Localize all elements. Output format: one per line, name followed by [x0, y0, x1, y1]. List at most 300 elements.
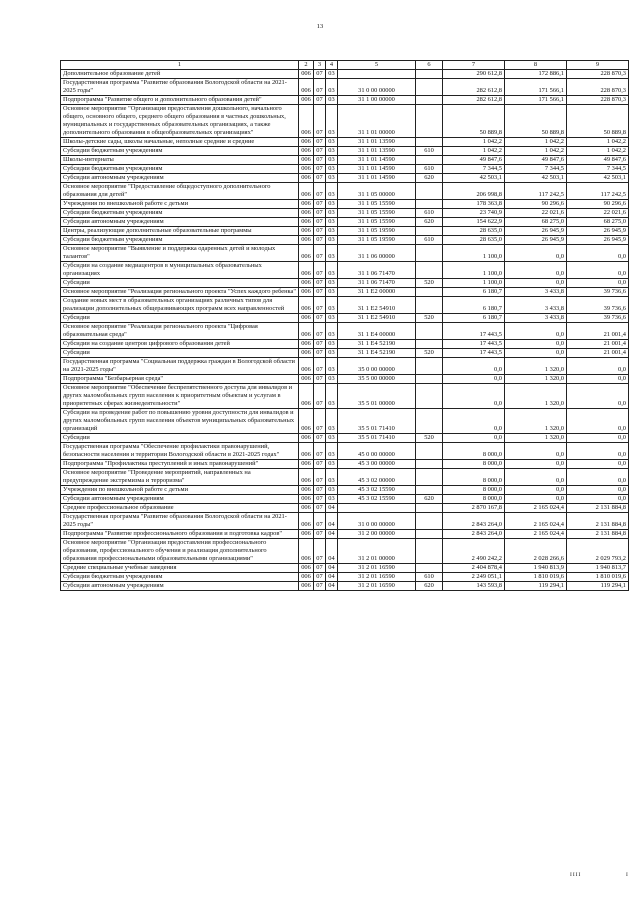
- row-cell-c2: 006: [299, 349, 314, 358]
- row-cell-c3: 07: [314, 236, 326, 245]
- row-cell-v7: 28 635,0: [443, 236, 505, 245]
- row-cell-c3: 07: [314, 297, 326, 314]
- row-cell-c2: 006: [299, 96, 314, 105]
- row-name-cell: Субсидии бюджетным учреждениям: [61, 573, 299, 582]
- row-cell-v7: 2 843 264,0: [443, 530, 505, 539]
- row-cell-v7: 2 870 167,8: [443, 504, 505, 513]
- row-cell-v8: 7 344,5: [505, 165, 567, 174]
- row-name-cell: Основное мероприятие "Организация предоставления профессионального образования, профессионального обучения и реализация дополнительного образования профессиональными образовательными организациями": [61, 539, 299, 564]
- row-cell-c2: 006: [299, 262, 314, 279]
- row-cell-c2: 006: [299, 288, 314, 297]
- header-cell: 5: [338, 61, 416, 70]
- row-cell-c3: 07: [314, 573, 326, 582]
- header-cell: 8: [505, 61, 567, 70]
- row-name-cell: Субсидии на проведение работ по повышению уровня доступности для инвалидов и других маломобильных групп населения объектов муниципальных образовательных организаций: [61, 409, 299, 434]
- row-cell-v7: 17 443,5: [443, 323, 505, 340]
- row-name-cell: Учреждения по внешкольной работе с детьми: [61, 486, 299, 495]
- row-cell-v8: 2 165 024,4: [505, 504, 567, 513]
- row-cell-c2: 006: [299, 70, 314, 79]
- header-cell: 3: [314, 61, 326, 70]
- row-cell-v9: 228 870,3: [567, 96, 629, 105]
- row-cell-v8: 42 503,1: [505, 174, 567, 183]
- row-cell-c4: 04: [326, 530, 338, 539]
- row-cell-c5: 31 1 05 00000: [338, 183, 416, 200]
- table-row: [61, 469, 629, 486]
- row-cell-c6: [416, 530, 443, 539]
- row-cell-c3: 07: [314, 409, 326, 434]
- row-cell-c3: 07: [314, 79, 326, 96]
- row-cell-c2: 006: [299, 539, 314, 564]
- table-row: [61, 486, 629, 495]
- row-cell-c2: 006: [299, 79, 314, 96]
- row-cell-v7: 17 443,5: [443, 340, 505, 349]
- row-cell-v8: 1 320,0: [505, 409, 567, 434]
- row-cell-v8: 1 320,0: [505, 358, 567, 375]
- header-cell: 9: [567, 61, 629, 70]
- row-cell-c3: 07: [314, 218, 326, 227]
- row-name-cell: Основное мероприятие "Проведение мероприятий, направленных на предупреждение экстремизма и терроризма": [61, 469, 299, 486]
- row-cell-v9: 26 945,9: [567, 236, 629, 245]
- row-cell-v8: 0,0: [505, 460, 567, 469]
- row-cell-c5: 35 0 00 00000: [338, 358, 416, 375]
- row-cell-c4: 04: [326, 582, 338, 591]
- row-name-cell: Средние специальные учебные заведения: [61, 564, 299, 573]
- row-cell-v9: 21 001,4: [567, 340, 629, 349]
- row-cell-c6: 610: [416, 147, 443, 156]
- row-cell-c6: [416, 409, 443, 434]
- row-cell-v9: 1 042,2: [567, 138, 629, 147]
- row-cell-c2: 006: [299, 358, 314, 375]
- row-cell-c2: 006: [299, 279, 314, 288]
- row-cell-c5: 31 1 05 15590: [338, 209, 416, 218]
- row-cell-c6: 520: [416, 279, 443, 288]
- row-cell-v9: 1 940 813,7: [567, 564, 629, 573]
- row-cell-c4: 03: [326, 495, 338, 504]
- row-cell-c2: 006: [299, 530, 314, 539]
- row-cell-c5: 31 1 06 00000: [338, 245, 416, 262]
- row-name-cell: Субсидии: [61, 349, 299, 358]
- row-cell-v9: 49 847,6: [567, 156, 629, 165]
- row-cell-c2: 006: [299, 340, 314, 349]
- row-cell-c2: 006: [299, 105, 314, 138]
- row-cell-v9: 2 131 884,8: [567, 504, 629, 513]
- row-cell-c3: 07: [314, 209, 326, 218]
- row-cell-c2: 006: [299, 209, 314, 218]
- row-cell-c5: 31 1 00 00000: [338, 96, 416, 105]
- budget-table: [60, 60, 629, 591]
- row-cell-v8: 1 940 813,9: [505, 564, 567, 573]
- row-cell-v7: 8 000,0: [443, 486, 505, 495]
- table-row: [61, 314, 629, 323]
- row-name-cell: Основное мероприятие "Организация предоставления дошкольного, начального общего, основного общего, среднего общего образования в частных дошкольных, муниципальных и государственных образовательных организациях, а также дополнительного образования в общеобразовательных организациях": [61, 105, 299, 138]
- row-cell-c2: 006: [299, 409, 314, 434]
- row-name-cell: Подпрограмма "Профилактика преступлений и иных правонарушений": [61, 460, 299, 469]
- row-cell-v9: 2 029 793,2: [567, 539, 629, 564]
- row-cell-v9: 7 344,5: [567, 165, 629, 174]
- row-name-cell: Субсидии автономным учреждениям: [61, 174, 299, 183]
- row-name-cell: Школы-интернаты: [61, 156, 299, 165]
- row-cell-c3: 07: [314, 564, 326, 573]
- row-cell-c5: 31 2 01 16590: [338, 582, 416, 591]
- row-cell-v7: 206 998,8: [443, 183, 505, 200]
- row-name-cell: Субсидии бюджетным учреждениям: [61, 209, 299, 218]
- row-cell-c4: 04: [326, 564, 338, 573]
- row-cell-c2: 006: [299, 323, 314, 340]
- table-row: [61, 384, 629, 409]
- row-cell-v9: 0,0: [567, 443, 629, 460]
- row-cell-c6: [416, 486, 443, 495]
- row-cell-v9: 119 294,1: [567, 582, 629, 591]
- row-cell-v8: 1 320,0: [505, 375, 567, 384]
- row-cell-c5: 31 1 01 13590: [338, 138, 416, 147]
- row-cell-c2: 006: [299, 486, 314, 495]
- row-cell-c4: 03: [326, 460, 338, 469]
- table-row: [61, 279, 629, 288]
- row-name-cell: Учреждения по внешкольной работе с детьми: [61, 200, 299, 209]
- row-cell-c3: 07: [314, 200, 326, 209]
- row-cell-c2: 006: [299, 200, 314, 209]
- row-name-cell: Центры, реализующие дополнительные образовательные программы: [61, 227, 299, 236]
- row-cell-c3: 07: [314, 504, 326, 513]
- row-name-cell: Государственная программа "Обеспечение профилактики правонарушений, безопасности населения и территории Вологодской области в 2021-2025 годах": [61, 443, 299, 460]
- row-cell-c4: 04: [326, 513, 338, 530]
- row-name-cell: Создание новых мест в образовательных организациях различных типов для реализации дополнительных общеразвивающих программ всех направленностей: [61, 297, 299, 314]
- row-cell-c2: 006: [299, 460, 314, 469]
- row-cell-v7: 8 000,0: [443, 443, 505, 460]
- row-cell-v8: 1 042,2: [505, 138, 567, 147]
- row-name-cell: Субсидии автономным учреждениям: [61, 495, 299, 504]
- row-cell-c3: 07: [314, 138, 326, 147]
- row-cell-c3: 07: [314, 105, 326, 138]
- row-cell-c3: 07: [314, 384, 326, 409]
- row-cell-c4: 03: [326, 245, 338, 262]
- table-row: [61, 443, 629, 460]
- row-cell-c6: [416, 358, 443, 375]
- footer-mark: I: [626, 872, 628, 878]
- row-cell-c4: 04: [326, 573, 338, 582]
- table-row: [61, 513, 629, 530]
- row-cell-c3: 07: [314, 174, 326, 183]
- row-name-cell: Подпрограмма "Развитие общего и дополнительного образования детей": [61, 96, 299, 105]
- row-cell-v8: 3 433,8: [505, 288, 567, 297]
- row-cell-c6: [416, 340, 443, 349]
- row-cell-c3: 07: [314, 375, 326, 384]
- row-cell-v9: 0,0: [567, 486, 629, 495]
- row-name-cell: Государственная программа "Развитие образования Вологодской области на 2021-2025 годы": [61, 513, 299, 530]
- row-cell-c4: 03: [326, 96, 338, 105]
- table-row: [61, 218, 629, 227]
- row-cell-c2: 006: [299, 245, 314, 262]
- row-cell-c2: 006: [299, 138, 314, 147]
- header-cell: 1: [61, 61, 299, 70]
- table-row: [61, 105, 629, 138]
- row-name-cell: Государственная программа "Развитие образования Вологодской области на 2021-2025 годы": [61, 79, 299, 96]
- row-cell-v8: 0,0: [505, 262, 567, 279]
- row-cell-v9: 2 131 884,8: [567, 530, 629, 539]
- row-cell-c2: 006: [299, 469, 314, 486]
- row-cell-v8: 90 296,6: [505, 200, 567, 209]
- row-cell-c4: 03: [326, 138, 338, 147]
- row-cell-v7: 8 000,0: [443, 460, 505, 469]
- row-cell-v8: 1 320,0: [505, 434, 567, 443]
- row-cell-c2: 006: [299, 384, 314, 409]
- row-cell-c4: 03: [326, 70, 338, 79]
- row-cell-v9: 50 889,8: [567, 105, 629, 138]
- row-cell-c2: 006: [299, 495, 314, 504]
- row-name-cell: Субсидии бюджетным учреждениям: [61, 147, 299, 156]
- row-cell-c3: 07: [314, 314, 326, 323]
- row-cell-v8: 1 810 019,6: [505, 573, 567, 582]
- row-cell-v9: 0,0: [567, 409, 629, 434]
- row-cell-c6: [416, 105, 443, 138]
- row-cell-v7: 0,0: [443, 434, 505, 443]
- row-cell-v7: 2 404 878,4: [443, 564, 505, 573]
- row-cell-v8: 0,0: [505, 443, 567, 460]
- row-cell-c3: 07: [314, 288, 326, 297]
- row-cell-c4: 03: [326, 288, 338, 297]
- row-cell-c6: [416, 513, 443, 530]
- table-row: [61, 174, 629, 183]
- table-row: [61, 504, 629, 513]
- row-cell-c4: 03: [326, 183, 338, 200]
- row-cell-c4: 03: [326, 340, 338, 349]
- row-cell-v9: 0,0: [567, 245, 629, 262]
- table-row: [61, 209, 629, 218]
- row-name-cell: Подпрограмма "Развитие профессионального образования и подготовка кадров": [61, 530, 299, 539]
- row-cell-c3: 07: [314, 539, 326, 564]
- row-cell-c3: 07: [314, 245, 326, 262]
- row-cell-c3: 07: [314, 279, 326, 288]
- row-cell-v8: 2 165 024,4: [505, 530, 567, 539]
- row-cell-c6: [416, 323, 443, 340]
- row-cell-c5: 31 1 E4 52190: [338, 349, 416, 358]
- table-row: [61, 573, 629, 582]
- row-cell-c4: 03: [326, 209, 338, 218]
- table-row: [61, 288, 629, 297]
- table-row: [61, 539, 629, 564]
- row-cell-c6: 620: [416, 495, 443, 504]
- row-name-cell: Субсидии бюджетным учреждениям: [61, 165, 299, 174]
- table-row: [61, 460, 629, 469]
- row-cell-c5: 31 2 01 16590: [338, 573, 416, 582]
- row-cell-v9: 39 736,6: [567, 288, 629, 297]
- row-cell-c6: [416, 375, 443, 384]
- row-cell-c6: [416, 200, 443, 209]
- row-cell-v8: 2 165 024,4: [505, 513, 567, 530]
- row-cell-c2: 006: [299, 218, 314, 227]
- table-row: [61, 409, 629, 434]
- row-cell-c3: 07: [314, 434, 326, 443]
- table-row: [61, 349, 629, 358]
- row-cell-v7: 8 000,0: [443, 469, 505, 486]
- row-cell-v9: 21 001,4: [567, 323, 629, 340]
- header-cell: 7: [443, 61, 505, 70]
- row-cell-v7: 8 000,0: [443, 495, 505, 504]
- row-name-cell: Основное мероприятие "Реализация регионального проекта "Успех каждого ребенка": [61, 288, 299, 297]
- row-cell-v7: 290 612,8: [443, 70, 505, 79]
- row-cell-c3: 07: [314, 70, 326, 79]
- row-name-cell: Субсидии на создание медиацентров в муниципальных образовательных организациях: [61, 262, 299, 279]
- row-cell-c4: 03: [326, 165, 338, 174]
- row-cell-c6: 610: [416, 165, 443, 174]
- row-cell-v7: 23 740,9: [443, 209, 505, 218]
- row-cell-v8: 26 945,9: [505, 236, 567, 245]
- row-cell-c5: 45 3 02 00000: [338, 469, 416, 486]
- row-cell-c4: 03: [326, 200, 338, 209]
- row-cell-c2: 006: [299, 582, 314, 591]
- row-cell-c2: 006: [299, 564, 314, 573]
- row-name-cell: Субсидии бюджетным учреждениям: [61, 236, 299, 245]
- row-cell-c6: 620: [416, 582, 443, 591]
- table-row: [61, 70, 629, 79]
- row-cell-c2: 006: [299, 147, 314, 156]
- row-cell-c5: 31 1 01 13590: [338, 147, 416, 156]
- row-cell-c4: 03: [326, 314, 338, 323]
- row-cell-v8: 0,0: [505, 323, 567, 340]
- row-cell-c6: [416, 96, 443, 105]
- row-cell-c5: 31 2 01 16590: [338, 564, 416, 573]
- row-cell-v8: 1 042,2: [505, 147, 567, 156]
- row-cell-c3: 07: [314, 147, 326, 156]
- row-cell-c6: [416, 245, 443, 262]
- row-cell-c2: 006: [299, 434, 314, 443]
- row-cell-c5: 31 1 05 15590: [338, 200, 416, 209]
- row-cell-c5: 31 1 E4 00000: [338, 323, 416, 340]
- row-cell-c6: [416, 227, 443, 236]
- row-cell-v9: 117 242,5: [567, 183, 629, 200]
- page-number: 13: [316, 23, 324, 30]
- row-cell-v7: 1 100,0: [443, 279, 505, 288]
- row-cell-c4: 03: [326, 105, 338, 138]
- row-cell-c5: 31 1 01 14590: [338, 165, 416, 174]
- row-cell-v7: 2 249 051,1: [443, 573, 505, 582]
- row-cell-c4: 03: [326, 279, 338, 288]
- row-cell-c5: 31 2 01 00000: [338, 539, 416, 564]
- row-cell-c5: 31 1 E2 00000: [338, 288, 416, 297]
- row-cell-c5: 35 5 01 71410: [338, 409, 416, 434]
- row-cell-v8: 171 566,1: [505, 96, 567, 105]
- row-cell-c6: [416, 443, 443, 460]
- row-cell-c6: 610: [416, 209, 443, 218]
- row-cell-v8: 171 566,1: [505, 79, 567, 96]
- row-cell-c5: 31 2 00 00000: [338, 530, 416, 539]
- row-cell-v7: 6 180,7: [443, 297, 505, 314]
- row-cell-c5: [338, 504, 416, 513]
- row-cell-v9: 39 736,6: [567, 297, 629, 314]
- row-cell-v9: 90 296,6: [567, 200, 629, 209]
- header-row: [61, 61, 629, 70]
- row-cell-c4: 03: [326, 384, 338, 409]
- row-cell-v8: 26 945,9: [505, 227, 567, 236]
- row-name-cell: Субсидии автономным учреждениям: [61, 582, 299, 591]
- row-cell-v7: 2 843 264,0: [443, 513, 505, 530]
- table-row: [61, 564, 629, 573]
- row-cell-v9: 0,0: [567, 375, 629, 384]
- row-cell-v7: 0,0: [443, 384, 505, 409]
- row-cell-v7: 17 443,5: [443, 349, 505, 358]
- row-cell-v7: 1 100,0: [443, 245, 505, 262]
- row-cell-c2: 006: [299, 174, 314, 183]
- row-cell-c2: 006: [299, 183, 314, 200]
- row-name-cell: Основное мероприятие "Обеспечение беспрепятственного доступа для инвалидов и других маломобильных групп населения к приоритетным объектам и услугам в приоритетных сферах жизнедеятельности": [61, 384, 299, 409]
- row-cell-v8: 49 847,6: [505, 156, 567, 165]
- row-cell-v8: 0,0: [505, 486, 567, 495]
- row-name-cell: Среднее профессиональное образование: [61, 504, 299, 513]
- row-cell-v7: 7 344,5: [443, 165, 505, 174]
- row-cell-v9: 1 810 019,6: [567, 573, 629, 582]
- table-body: [61, 70, 629, 591]
- row-cell-v7: 6 180,7: [443, 314, 505, 323]
- row-cell-v9: 39 736,6: [567, 314, 629, 323]
- row-cell-c6: [416, 70, 443, 79]
- table-row: [61, 165, 629, 174]
- header-cell: 6: [416, 61, 443, 70]
- row-cell-v8: 0,0: [505, 279, 567, 288]
- row-cell-c4: 03: [326, 79, 338, 96]
- row-cell-c5: 31 1 E2 54910: [338, 297, 416, 314]
- row-cell-c5: 31 1 05 19590: [338, 227, 416, 236]
- row-cell-c6: 620: [416, 218, 443, 227]
- row-cell-c4: 03: [326, 358, 338, 375]
- row-cell-v7: 282 612,8: [443, 79, 505, 96]
- row-cell-c2: 006: [299, 156, 314, 165]
- table-row: [61, 495, 629, 504]
- row-name-cell: Школы-детские сады, школы начальные, неполные средние и средние: [61, 138, 299, 147]
- row-cell-c5: 31 1 05 19590: [338, 236, 416, 245]
- row-cell-c6: 520: [416, 314, 443, 323]
- row-cell-c5: 31 1 05 15590: [338, 218, 416, 227]
- table-row: [61, 227, 629, 236]
- row-cell-v8: 0,0: [505, 340, 567, 349]
- row-cell-c4: 03: [326, 227, 338, 236]
- row-cell-v7: 0,0: [443, 358, 505, 375]
- row-cell-v7: 1 100,0: [443, 262, 505, 279]
- row-cell-c4: 03: [326, 323, 338, 340]
- row-cell-c5: 45 3 02 15590: [338, 486, 416, 495]
- row-cell-v9: 42 503,1: [567, 174, 629, 183]
- row-cell-v7: 28 635,0: [443, 227, 505, 236]
- row-cell-v7: 50 889,8: [443, 105, 505, 138]
- table-row: [61, 434, 629, 443]
- row-cell-c5: [338, 70, 416, 79]
- row-name-cell: Подпрограмма "Безбарьерная среда": [61, 375, 299, 384]
- row-cell-c4: 04: [326, 539, 338, 564]
- table-row: [61, 262, 629, 279]
- row-cell-v7: 0,0: [443, 409, 505, 434]
- row-cell-c3: 07: [314, 183, 326, 200]
- table-row: [61, 530, 629, 539]
- row-cell-c5: 31 1 01 14590: [338, 174, 416, 183]
- row-cell-c4: 03: [326, 409, 338, 434]
- row-cell-v8: 68 275,0: [505, 218, 567, 227]
- row-cell-c3: 07: [314, 340, 326, 349]
- row-cell-c3: 07: [314, 460, 326, 469]
- row-cell-c3: 07: [314, 323, 326, 340]
- row-cell-c4: 03: [326, 236, 338, 245]
- row-cell-v8: 0,0: [505, 469, 567, 486]
- row-cell-c3: 07: [314, 165, 326, 174]
- row-cell-v7: 2 490 242,2: [443, 539, 505, 564]
- row-cell-c2: 006: [299, 314, 314, 323]
- row-cell-c6: [416, 183, 443, 200]
- row-cell-c5: 31 1 01 00000: [338, 105, 416, 138]
- row-cell-c2: 006: [299, 297, 314, 314]
- row-name-cell: Основное мероприятие "Предоставление общедоступного дополнительного образования для детей": [61, 183, 299, 200]
- row-cell-c3: 07: [314, 96, 326, 105]
- row-cell-c2: 006: [299, 573, 314, 582]
- row-cell-c6: [416, 138, 443, 147]
- table-row: [61, 245, 629, 262]
